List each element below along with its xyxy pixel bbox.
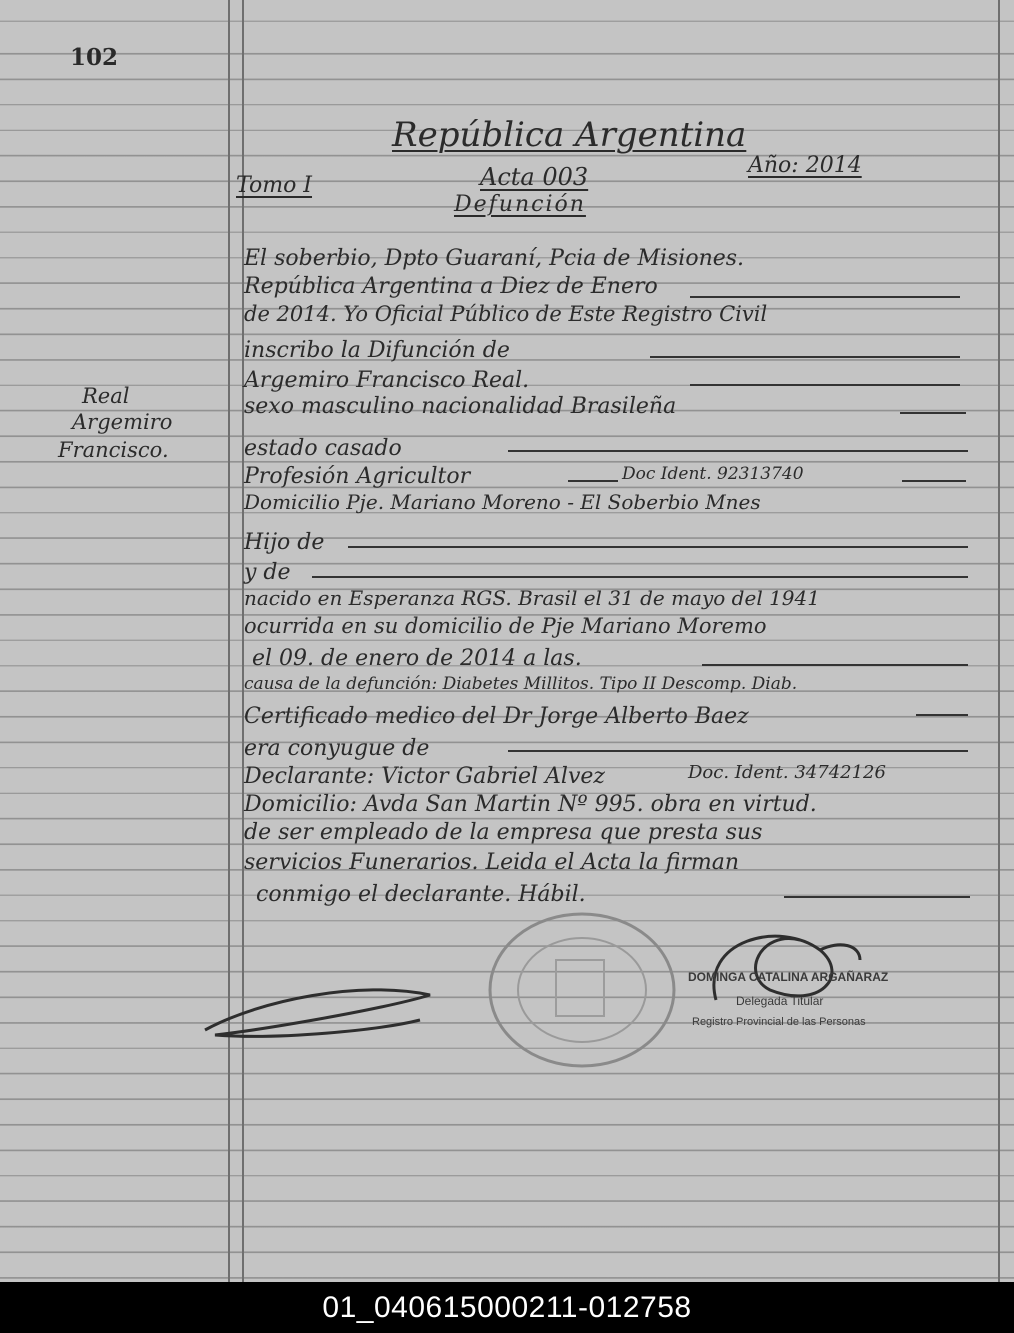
margin-note-line-1: Real	[82, 384, 130, 408]
body-line: y de	[244, 560, 291, 585]
acta-number: Acta 003	[480, 163, 589, 191]
body-line: Domicilio: Avda San Martin Nº 995. obra en virtud.	[244, 792, 817, 817]
signatory-name: DOMINGA CATALINA ARGAÑARAZ	[688, 970, 889, 984]
tomo-label: Tomo I	[236, 173, 313, 198]
body-line: República Argentina a Diez de Enero	[244, 274, 658, 299]
body-line: Domicilio Pje. Mariano Moreno - El Soberbio Mnes	[244, 490, 761, 514]
body-line: el 09. de enero de 2014 a las.	[252, 646, 582, 671]
body-line: servicios Funerarios. Leida el Acta la firman	[244, 850, 740, 875]
signatory-title: Delegada Titular	[736, 994, 824, 1008]
body-line: ocurrida en su domicilio de Pje Mariano Moremo	[244, 614, 767, 638]
body-line: estado casado	[244, 436, 402, 461]
body-line: Declarante: Victor Gabriel Alvez	[244, 764, 605, 789]
doc-ident-declarant: Doc. Ident. 34742126	[688, 762, 886, 783]
body-line: Argemiro Francisco Real.	[244, 368, 530, 393]
record-type: Defunción	[454, 192, 586, 217]
body-line: de 2014. Yo Oficial Público de Este Registro Civil	[244, 302, 768, 326]
margin-note-line-2: Argemiro	[72, 410, 173, 434]
image-id-text: 01_040615000211-012758	[322, 1290, 692, 1324]
doc-ident-deceased: Doc Ident. 92313740	[622, 464, 804, 484]
body-line: Hijo de	[244, 530, 325, 555]
body-line: sexo masculino nacionalidad Brasileña	[244, 394, 677, 419]
signatory-office: Registro Provincial de las Personas	[692, 1016, 866, 1028]
image-id-bar	[0, 1282, 1014, 1333]
page-number: 102	[70, 44, 119, 71]
body-line: Profesión Agricultor	[244, 464, 471, 489]
body-line: conmigo el declarante. Hábil.	[256, 882, 586, 907]
margin-note-line-3: Francisco.	[58, 438, 169, 462]
official-signature-icon	[714, 936, 860, 1000]
body-line: era conyugue de	[244, 736, 430, 761]
declarant-signature-icon	[205, 990, 430, 1036]
body-line: causa de la defunción: Diabetes Millitos. Tipo II Descomp. Diab.	[244, 674, 798, 694]
document-title: República Argentina	[392, 115, 747, 155]
year-label: Año: 2014	[748, 153, 862, 178]
body-line: inscribo la Difunción de	[244, 338, 510, 363]
body-line: de ser empleado de la empresa que presta sus	[244, 820, 763, 845]
body-line: Certificado medico del Dr Jorge Alberto Baez	[244, 704, 749, 729]
body-line: nacido en Esperanza RGS. Brasil el 31 de mayo del 1941	[244, 586, 820, 610]
body-line: El soberbio, Dpto Guaraní, Pcia de Misiones.	[244, 246, 745, 271]
